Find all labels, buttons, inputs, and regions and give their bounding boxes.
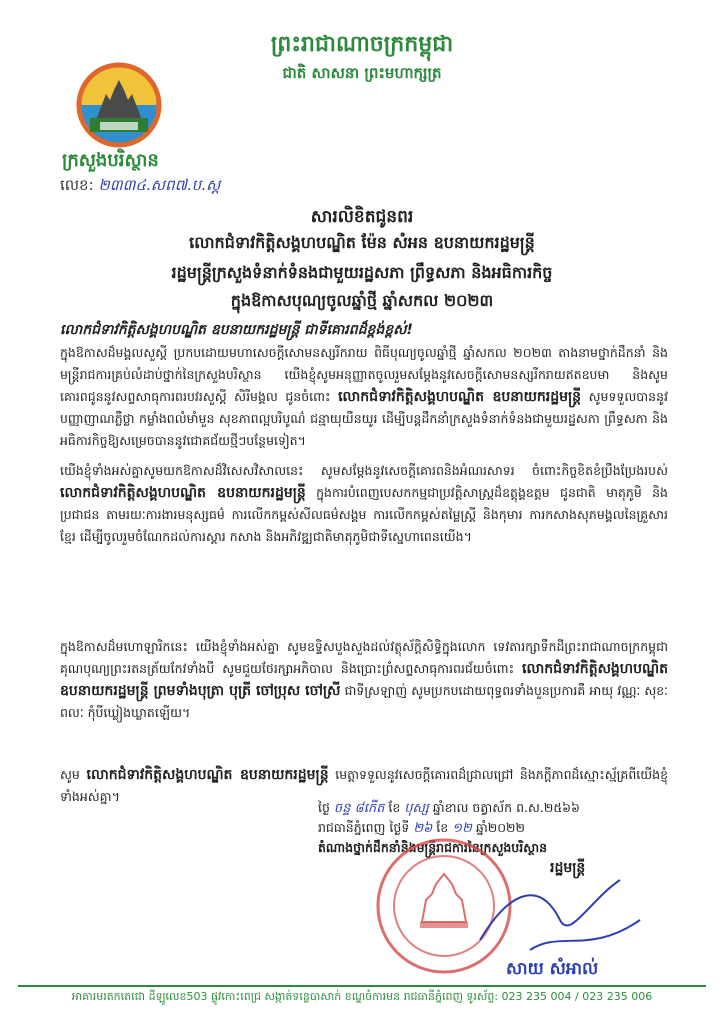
footer-divider [18, 985, 706, 987]
lunar-date-line [318, 800, 668, 819]
paragraph-3-end: ជាទីស្រឡាញ់ សូមប្រកបដោយពុទ្ធពរទាំងបួនប្រការគឺ អាយុ វណ្ណៈ សុខៈ ពលៈ កុំបីឃ្លៀងឃ្លាតឡើយ។ [60, 683, 668, 720]
solar-date-prefix: រាជធានីភ្នំពេញ ថ្ងៃទី [318, 820, 410, 835]
ministry-logo-icon [76, 62, 162, 148]
occasion-line: ក្នុងឱកាសបុណ្យចូលឆ្នាំថ្មី ឆ្នាំសកល ២០២៣ [230, 291, 494, 310]
paragraph-1 [60, 342, 668, 452]
recipient-line: លោកជំទាវកិត្តិសង្គហបណ្ឌិត ម៉ែន សំអន ឧបនាយករដ្ឋមន្ត្រី [189, 233, 535, 252]
paragraph-3-text: ក្នុងឱកាសដ៏មហោឡារិកនេះ យើងខ្ញុំទាំងអស់គ្នា សូមឧទ្ទិសបួងសួងដល់វត្ថុស័ក្តិសិទ្ធិក្នុងលោក ទេវតារក្សាទឹកដីព្រះរាជាណាចក្រកម្ពុជា គុណបុណ្យព្រះរតនត្រ័យកែវទាំងបី សូមជួយថែរក្សាអភិបាល និងប្រោះព្រំសព្ទសាធុការពរជ័យចំពោះ [60, 639, 668, 676]
lunar-month-label: ខែ [388, 800, 401, 815]
minister-title: រដ្ឋមន្ត្រី [550, 860, 586, 876]
paragraph-2 [60, 460, 668, 548]
recipient-ministry-line: រដ្ឋមន្ត្រីក្រសួងទំនាក់ទំនងជាមួយរដ្ឋសភា ព្រឹទ្ធសភា និងអធិការកិច្ច [171, 263, 553, 282]
reference-line [60, 176, 220, 198]
signer-name: សាយ សំអាល់ [506, 959, 599, 979]
solar-day-value: ២៦ [413, 821, 433, 836]
kingdom-title: ព្រះរាជាណាចក្រកម្ពុជា [270, 32, 454, 57]
paragraph-4-end: មេត្តាទទួលនូវសេចក្តីគោរពដ៏ជ្រាលជ្រៅ និងភក្តីភាពដ៏ស្មោះស្ម័គ្រពីយើងខ្ញុំទាំងអស់គ្នា។ [60, 767, 669, 804]
paragraph-2-end: ក្នុងការបំពេញបេសកកម្មជាប្រវត្តិសាស្ត្រដ៏ឧត្តុង្គឧត្តម ជូនជាតិ មាតុភូមិ និងប្រជាជន តាមរយៈការងារមនុស្សធម៌ ការលើកកម្ពស់សីលធម៌សង្គម ការលើកកម្ពស់តម្លៃស្ត្រី និងកុមារ ការកសាងសុភមង្គលនៃគ្រួសារខ្មែរ ដើម្បីចូលរួមចំណែកដល់ការស្តារ កសាង និងអភិវឌ្ឍជាតិមាតុភូមិជាទីស្នេហាពេនយើង។ [60, 485, 668, 544]
paragraph-2-text: យើងខ្ញុំទាំងអស់គ្នាសូមយកឱកាសដ៏វិសេសវិសាលនេះ សូមសម្តែងនូវសេចក្តីគោរពនិងអំណរសាទរ ចំពោះកិច្ចខិតខំប្រឹងប្រែងរបស់ [60, 463, 668, 478]
solar-month-value: ១២ [452, 821, 472, 836]
paragraph-4-text: សូម [60, 767, 80, 782]
paragraph-4-honorific: លោកជំទាវកិត្តិសង្គហបណ្ឌិត ឧបនាយករដ្ឋមន្ត្រី [86, 767, 329, 783]
paragraph-1-honorific: លោកជំទាវកិត្តិសង្គហបណ្ឌិត ឧបនាយករដ្ឋមន្ត្រី [338, 389, 582, 405]
paragraph-3-honorific: លោកជំទាវកិត្តិសង្គហបណ្ឌិត ឧបនាយករដ្ឋមន្ត្រី ព្រមទាំងបុត្រា បុត្រី ចៅប្រុស ចៅស្រី [60, 661, 668, 699]
solar-month-label: ខែ [436, 820, 449, 835]
paragraph-3 [60, 636, 668, 724]
paragraph-2-honorific: លោកជំទាវកិត្តិសង្គហបណ្ឌិត ឧបនាយករដ្ឋមន្ត្រី [60, 485, 306, 501]
footer-address: អាគារមរតកតេជោ ដីឡូលេខ503 ផ្លូវកោះពេជ្រ សង្កាត់ទន្លេបាសាក់ ខណ្ឌចំការមន រាជធានីភ្នំពេញ ទូរស័ព្ទ: 023 235 004 / 023 235 006 [71, 990, 653, 1003]
reference-label: លេខ: [60, 176, 94, 194]
lunar-day-label: ថ្ងៃ [318, 800, 330, 815]
lunar-day-value: ចន្ទ ៨កើត [333, 801, 385, 816]
paragraph-1-text: ក្នុងឱកាសដ៏មង្គលសួស្តី ប្រកបដោយមហាសេចក្តីសោមនស្សរីករាយ ពិធីបុណ្យចូលឆ្នាំថ្មី ឆ្នាំសកល ២០២៣ តាងនាមថ្នាក់ដឹកនាំ និងមន្ត្រីរាជការគ្រប់លំដាប់ថ្នាក់នៃក្រសួងបរិស្ថាន យើងខ្ញុំសូមអនុញ្ញាតចូលរួមសម្តែងនូវសេចក្តីសោមនស្សរីករាយឥតឧបមា និងសូមគោរពជូននូវសព្ទសាធុការពរបវរសួស្តី សិរីមង្គល ជូនចំពោះ [60, 345, 668, 404]
paragraph-1-end: សូមទទួលបាននូវបញ្ញាញាណភ្លឺថ្លា កម្លាំងពលំមាំមួន សុខភាពល្អបរិបូណ៌ ជន្មាយុយឺនយូរ ដើម្បីបន្តដឹកនាំក្រសួងទំនាក់ទំនងជាមួយរដ្ឋសភា ព្រឹទ្ធសភា និងអធិការកិច្ចឱ្យសម្រេចបាននូវជោគជ័យថ្មីៗបន្ថែមទៀត។ [60, 389, 668, 448]
lunar-year: ឆ្នាំខាល ចត្វាស័ក ព.ស.២៥៦៦ [432, 800, 580, 815]
signatory-org: តំណាងថ្នាក់ដឹកនាំនិងមន្ត្រីរាជការនៃក្រសួងបរិស្ថាន [318, 840, 548, 855]
solar-year: ឆ្នាំ២០២២ [475, 820, 525, 835]
national-motto: ជាតិ សាសនា ព្រះមហាក្សត្រ [282, 64, 442, 82]
reference-number: ២៣៣៤.សព៧.ប.ស្ត [98, 176, 221, 194]
salutation: លោកជំទាវកិត្តិសង្គហបណ្ឌិត ឧបនាយករដ្ឋមន្ត្រី ជាទីគោរពដ៏ខ្ពង់ខ្ពស់! [60, 322, 413, 338]
letter-title: សារលិខិតជូនពរ [310, 207, 414, 227]
lunar-month-value: បុស្ស [404, 801, 429, 816]
ministry-name: ក្រសួងបរិស្ថាន [62, 150, 159, 171]
